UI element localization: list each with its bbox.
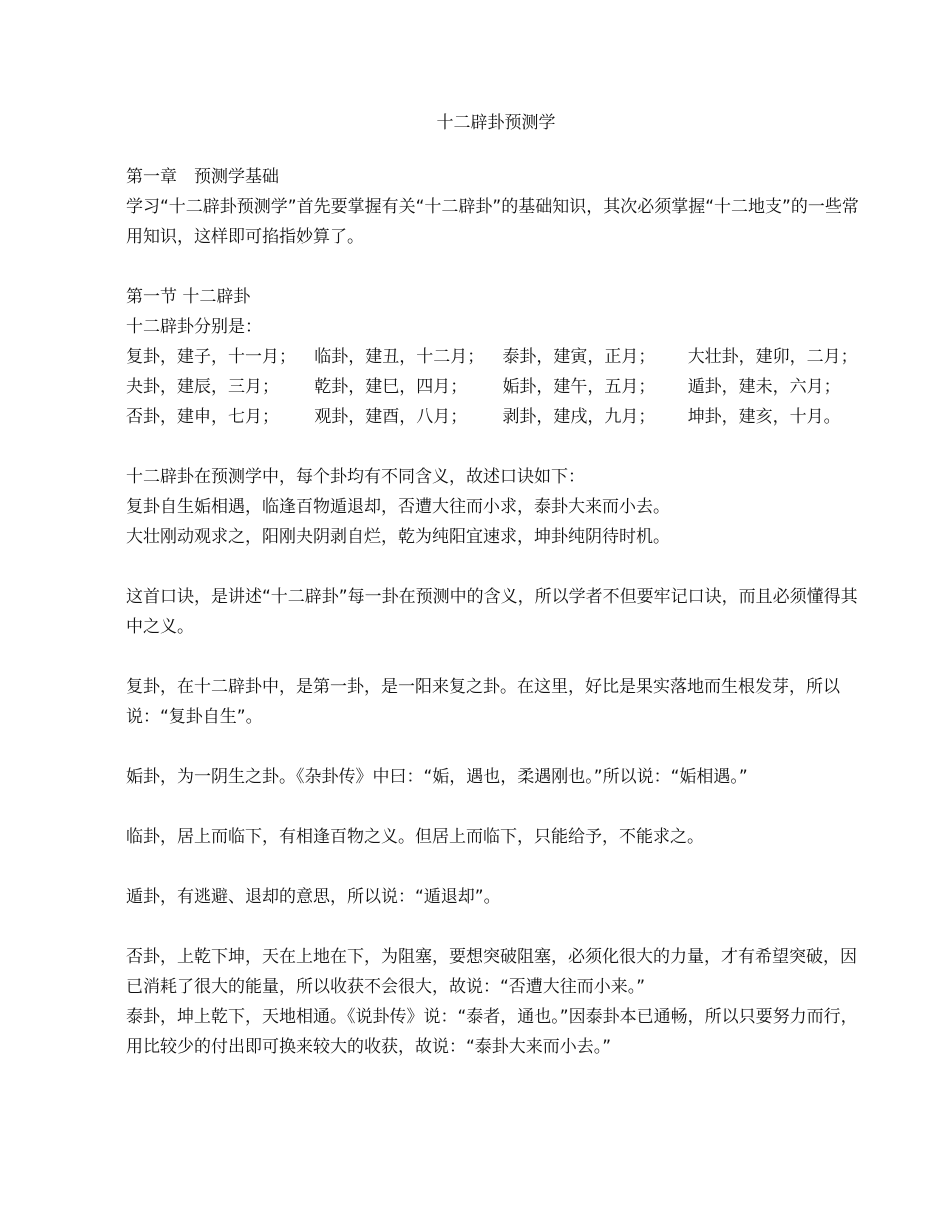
gua-cell: 观卦，建酉，八月； (314, 407, 468, 427)
chapter-heading: 第一章 预测学基础 (126, 167, 279, 187)
gua-row (126, 372, 866, 402)
gua-cell: 乾卦，建巳，四月； (314, 377, 468, 397)
gua-table (126, 342, 866, 432)
gua-cell: 大壮卦，建卯，二月； (687, 347, 858, 367)
lin-gua-paragraph: 临卦，居上而临下，有相逢百物之义。但居上而临下，只能给予，不能求之。 (126, 827, 704, 847)
spacer (126, 912, 866, 942)
intro-paragraph: 学习“十二辟卦预测学”首先要掌握有关“十二辟卦”的基础知识，其次必须掌握“十二地支”的一些常用知识，这样即可掐指妙算了。 (126, 197, 859, 247)
pi-gua-paragraph: 否卦，上乾下坤，天在上地在下，为阻塞，要想突破阻塞，必须化很大的力量，才有希望突破，因已消耗了很大的能量，所以收获不会很大，故说：“否遭大往而小来。” (126, 947, 857, 997)
document-title: 十二辟卦预测学 (436, 113, 556, 133)
spacer (126, 252, 866, 282)
gua-row (126, 402, 866, 432)
gua-cell: 剥卦，建戌，九月； (502, 407, 656, 427)
koujue-line-2: 大壮刚动观求之，阳刚夬阴剥自烂，乾为纯阳宜速求，坤卦纯阴待时机。 (126, 527, 670, 547)
document-page (126, 108, 866, 1062)
spacer (126, 792, 866, 822)
gua-cell: 夬卦，建辰，三月； (126, 377, 279, 397)
spacer (126, 852, 866, 882)
koujue-intro: 十二辟卦在预测学中，每个卦均有不同含义，故述口诀如下： (126, 467, 585, 487)
spacer (126, 732, 866, 762)
spacer (126, 642, 866, 672)
gua-cell: 临卦，建丑，十二月； (314, 347, 485, 367)
tai-gua-paragraph: 泰卦，坤上乾下，天地相通。《说卦传》说：“泰者，通也。”因泰卦本已通畅，所以只要努力而行，用比较少的付出即可换来较大的收获，故说：“泰卦大来而小去。” (126, 1007, 858, 1057)
gua-cell: 姤卦，建午，五月； (502, 377, 656, 397)
spacer (126, 432, 866, 462)
dun-gua-paragraph: 遁卦，有逃避、退却的意思，所以说：“遁退却”。 (126, 887, 501, 907)
gua-cell: 遁卦，建未，六月； (687, 377, 841, 397)
gua-cell: 坤卦，建亥，十月。 (687, 407, 841, 427)
fu-gua-paragraph: 复卦，在十二辟卦中，是第一卦，是一阳来复之卦。在这里，好比是果实落地而生根发芽，所以说：“复卦自生”。 (126, 677, 840, 727)
gua-row (126, 342, 866, 372)
spacer (126, 552, 866, 582)
explain-paragraph: 这首口诀，是讲述“十二辟卦”每一卦在预测中的含义，所以学者不但要牢记口诀，而且必须懂得其中之义。 (126, 587, 858, 637)
gou-gua-paragraph: 姤卦，为一阴生之卦。《杂卦传》中曰：“姤，遇也，柔遇刚也。”所以说：“姤相遇。” (126, 767, 748, 787)
section-heading: 第一节 十二辟卦 (126, 287, 251, 307)
koujue-line-1: 复卦自生姤相遇，临逢百物遁退却，否遭大往而小求，泰卦大来而小去。 (126, 497, 670, 517)
gua-cell: 复卦，建子，十一月； (126, 347, 296, 367)
gua-list-intro: 十二辟卦分别是： (126, 317, 262, 337)
gua-cell: 否卦，建申，七月； (126, 407, 279, 427)
gua-cell: 泰卦，建寅，正月； (502, 347, 656, 367)
